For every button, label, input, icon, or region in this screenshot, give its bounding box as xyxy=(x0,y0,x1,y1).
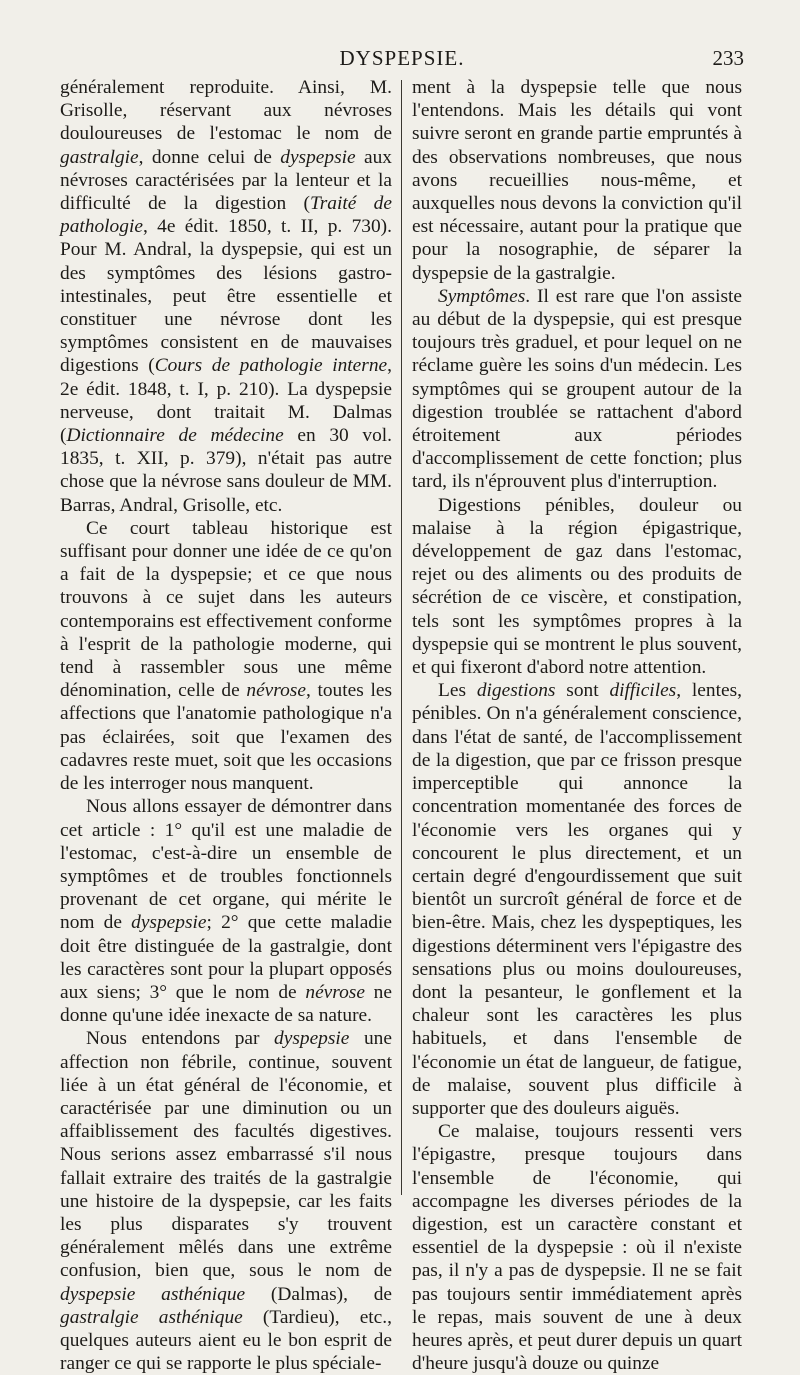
text-run: Ce court tableau historique est suffisant pour donner une idée de ce qu'on a fait de la dyspepsie; et ce que nous trouvons à ce sujet dans les auteurs contemporains est effectivement conforme à l'esprit de la pathologie moderne, qui tend à rassembler sous une même dénomination, celle de xyxy=(60,517,392,702)
italic-run: dyspepsie xyxy=(274,1028,350,1050)
italic-run: névrose xyxy=(246,680,306,702)
italic-run: digestions xyxy=(476,680,556,702)
text-run: en 30 vol. 1835, t. XII, p. 379), n'était pas autre chose que la névrose sans douleur de MM. Barras, Andral, Grisolle, etc. xyxy=(60,425,392,516)
italic-run: dyspepsie xyxy=(280,146,356,168)
right-text-column xyxy=(412,76,742,1375)
text-run: . Il est rare que l'on assiste au début de la dyspepsie, qui est presque toujours très graduel, et pour lequel on ne réclame guère les soins d'un médecin. Les symptômes qui se groupent autour de la digestion troublée se rattachent d'abord étroitement aux périodes d'accomplissement de cette fonction; plus tard, ils n'éprouvent plus d'interruption. xyxy=(412,285,742,493)
text-run: , toutes les affections que l'anatomie pathologique n'a pas éclairées, soit que l'examen des cadavres reste muet, soit que les occasions de les interroger nous manquent. xyxy=(60,680,393,795)
running-title: DYSPEPSIE. xyxy=(339,46,465,70)
text-run: , lentes, pénibles. On n'a généralement conscience, dans l'état de santé, de l'accomplissement de la digestion, que par ce frisson presque imperceptible qui annonce la concentration momentanée des forces de l'économie vers les organes qui y concourent le plus directement, et un certain degré d'engourdissement que suit bientôt un surcroît général de force et de bien-être. Mais, chez les dyspeptiques, les digestions déterminent vers l'épigastre des sensations plus ou moins douloureuses, dont la pesanteur, le gonflement et la chaleur sont les caractères les plus habituels, et dans l'ensemble de l'économie un état de langueur, de fatigue, de malaise, souvent plus difficile à supporter que des douleurs aiguës. xyxy=(412,680,742,1119)
text-run: généralement reproduite. Ainsi, M. Grisolle, réservant aux névroses douloureuses de l'estomac le nom de xyxy=(60,77,392,145)
left-text-column xyxy=(60,76,393,1375)
text-run: une affection non fébrile, continue, souvent liée à un état général de l'économie, et caractérisée par une diminution ou un affaiblissement des facultés digestives. Nous serions assez embarrassé s'il nous fallait extraire des traités de la gastralgie une histoire de la dyspepsie, car les faits les plus disparates s'y trouvent généralement mêlés dans une extrême confusion, bien que, sous le nom de xyxy=(60,1028,392,1282)
paragraph xyxy=(412,494,742,680)
italic-run: Dictionnaire de médecine xyxy=(66,425,284,447)
text-run: Les xyxy=(438,680,477,702)
italic-run: difficiles xyxy=(609,680,677,702)
italic-run: Cours de pathologie interne xyxy=(154,355,388,377)
text-run: Digestions pénibles, douleur ou malaise à la région épigastrique, développement de gaz dans l'estomac, rejet ou des aliments ou des produits de sécrétion de ce viscère, et constipation, tels sont les symptômes propres à la dyspepsie qui se montrent le plus souvent, et qui fixeront d'abord notre attention. xyxy=(412,494,742,679)
paragraph xyxy=(412,679,742,1120)
italic-run: dyspepsie asthénique xyxy=(60,1283,246,1305)
paragraph xyxy=(60,76,392,517)
text-run: Ce malaise, toujours ressenti vers l'épigastre, presque toujours dans l'ensemble de l'économie, qui accompagne les diverses périodes de la digestion, est un caractère constant et essentiel de la dyspepsie : où il n'existe pas, il n'y a pas de dyspepsie. Il ne se fait pas toujours sentir immédiatement après le repas, mais souvent de une à deux heures après, et peut durer depuis un quart d'heure jusqu'à douze ou quinze xyxy=(412,1121,742,1375)
paragraph xyxy=(412,285,742,494)
text-run: , donne celui de xyxy=(138,146,281,168)
italic-run: Symptômes xyxy=(438,285,526,307)
text-run: ment à la dyspepsie telle que nous l'entendons. Mais les détails qui vont suivre seront en grande partie empruntés à des observations nombreuses, que nous avons recueillies nous-même, et auxquelles nous devons la conviction qu'il est nécessaire, autant pour la pratique que pour la nosographie, de séparer la dyspepsie de la gastralgie. xyxy=(412,77,742,284)
text-run: (Dalmas), de xyxy=(245,1283,392,1305)
page-header xyxy=(60,44,744,74)
column-divider xyxy=(401,80,402,1195)
text-run: , 2e édit. 1848, t. I, p. 210). La dyspepsie nerveuse, dont traitait M. Dalmas ( xyxy=(60,355,392,447)
paragraph xyxy=(412,1120,742,1375)
text-run: sont xyxy=(555,680,610,702)
italic-run: Traité de pathologie xyxy=(60,193,392,238)
text-run: ; 2° que cette maladie doit être distinguée de la gastralgie, dont les caractères sont pour la plupart opposés aux siens; 3° que le nom de xyxy=(60,912,392,1003)
text-run: Nous allons essayer de démontrer dans cet article : 1° qu'il est une maladie de l'estomac, c'est-à-dire un ensemble de symptômes et de troubles fonctionnels provenant de cet organe, qui mérite le nom de xyxy=(60,796,392,934)
italic-run: gastralgie xyxy=(60,146,139,168)
text-run: ne donne qu'une idée inexacte de sa nature. xyxy=(60,981,392,1027)
text-run: Nous entendons par xyxy=(86,1028,275,1050)
paragraph xyxy=(412,76,742,285)
paragraph xyxy=(60,1027,392,1375)
text-run: (Tardieu), etc., quelques auteurs aient eu le bon esprit de ranger ce qui se rapporte le plus spéciale- xyxy=(60,1306,392,1375)
italic-run: gastralgie asthénique xyxy=(60,1306,243,1328)
paragraph xyxy=(60,517,392,795)
text-run: aux névroses caractérisées par la lenteur et la difficulté de la digestion ( xyxy=(60,146,392,215)
italic-run: dyspepsie xyxy=(131,912,207,934)
paragraph xyxy=(60,795,392,1027)
page-number: 233 xyxy=(712,46,744,70)
italic-run: névrose xyxy=(305,981,365,1003)
text-run: , 4e édit. 1850, t. II, p. 730). Pour M. Andral, la dyspepsie, qui est un des symptômes des lésions gastro-intestinales, peut être essentielle et constituer une névrose dont les symptômes consistent en de mauvaises digestions ( xyxy=(60,216,392,377)
